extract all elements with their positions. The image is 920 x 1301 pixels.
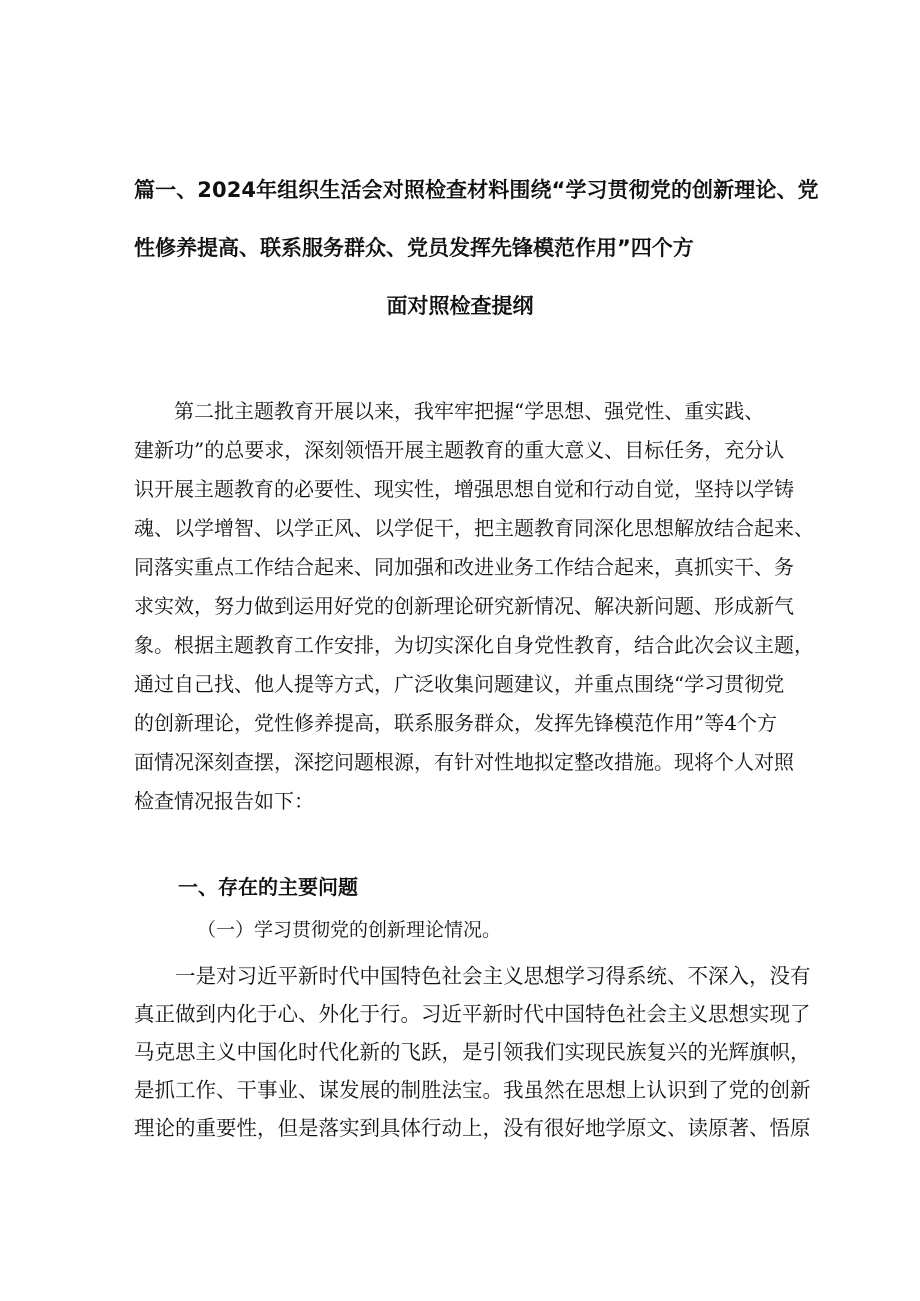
paragraph-line: 检查情况报告如下： — [134, 789, 314, 813]
document-title-line-1: 篇一、2024年组织生活会对照检查材料围绕“学习贯彻党的创新理论、党 — [134, 178, 819, 202]
paragraph-line: 是抓工作、干事业、谋发展的制胜法宝。我虽然在思想上认识到了党的创新 — [134, 1078, 811, 1102]
paragraph-line: 同落实重点工作结合起来、同加强和改进业务工作结合起来，真抓实干、务 — [134, 555, 794, 579]
subsection-heading: （一）学习贯彻党的创新理论情况。 — [197, 919, 502, 941]
paragraph-line: 求实效，努力做到运用好党的创新理论研究新情况、解决新问题、形成新气 — [134, 594, 794, 618]
document-title-line-2: 性修养提高、联系服务群众、党员发挥先锋模范作用”四个方 — [134, 236, 694, 260]
intro-paragraph — [134, 392, 814, 821]
paragraph-line: 魂、以学增智、以学正风、以学促干，把主题教育同深化思想解放结合起来、 — [134, 516, 814, 540]
paragraph-line: 理论的重要性，但是落实到具体行动上，没有很好地学原文、读原著、悟原 — [134, 1116, 811, 1140]
body-paragraph — [134, 957, 811, 1147]
paragraph-line: 真正做到内化于心、外化于行。习近平新时代中国特色社会主义思想实现了 — [134, 1002, 811, 1026]
paragraph-line: 面情况深刻查摆，深挖问题根源，有针对性地拟定整改措施。现将个人对照 — [134, 750, 794, 774]
section-heading: 一、存在的主要问题 — [178, 875, 358, 899]
paragraph-line: 一是对习近平新时代中国特色社会主义思想学习得系统、不深入，没有 — [134, 964, 811, 988]
paragraph-line: 建新功”的总要求，深刻领悟开展主题教育的重大意义、目标任务，充分认 — [134, 438, 785, 462]
paragraph-line: 象。根据主题教育工作安排，为切实深化自身党性教育，结合此次会议主题， — [134, 633, 814, 657]
paragraph-line: 识开展主题教育的必要性、现实性，增强思想自觉和行动自觉，坚持以学铸 — [134, 477, 794, 501]
document-title-line-3: 面对照检查提纲 — [386, 294, 534, 318]
paragraph-line: 的创新理论，党性修养提高，联系服务群众，发挥先锋模范作用”等4个方 — [134, 711, 777, 735]
paragraph-line: 通过自己找、他人提等方式，广泛收集问题建议，并重点围绕“学习贯彻党 — [134, 672, 785, 696]
paragraph-line: 马克思主义中国化时代化新的飞跃，是引领我们实现民族复兴的光辉旗帜， — [134, 1040, 811, 1064]
paragraph-line: 第二批主题教育开展以来，我牢牢把握“学思想、强党性、重实践、 — [134, 399, 765, 423]
